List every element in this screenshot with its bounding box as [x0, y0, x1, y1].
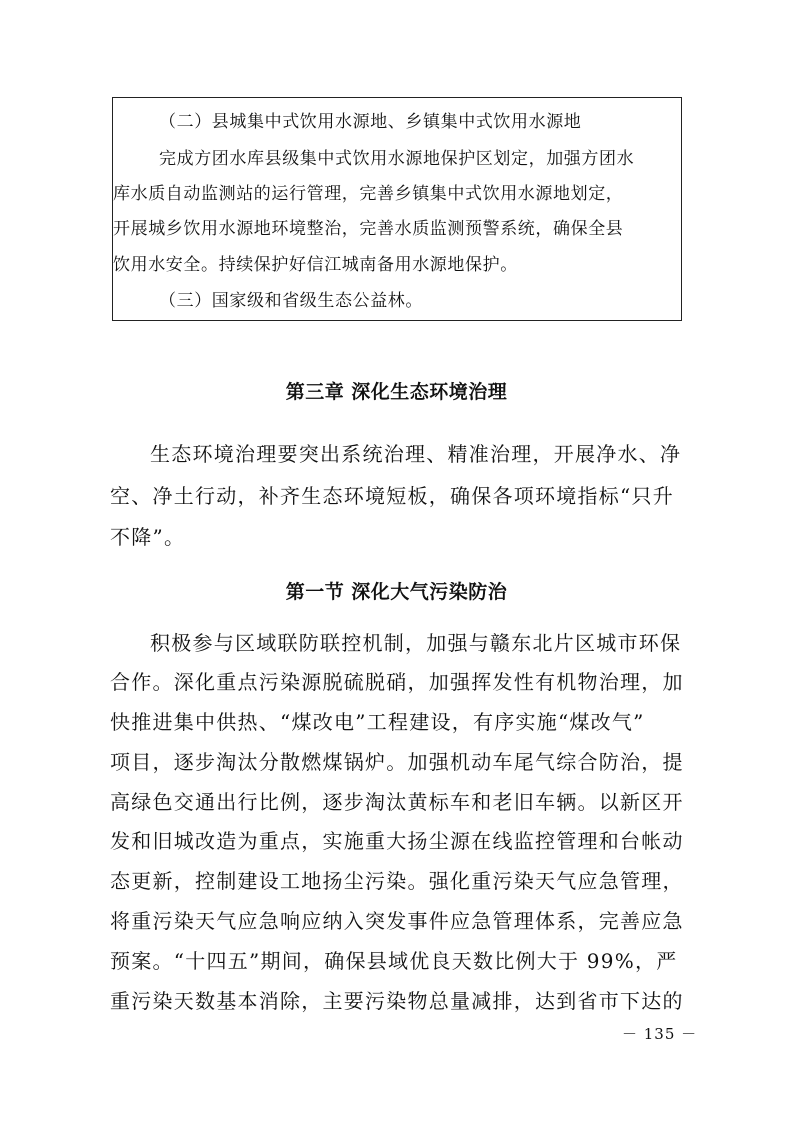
- section-body-line: 项目，逐步淘汰分散燃煤锅炉。加强机动车尾气综合防治，提: [110, 750, 684, 774]
- section-body-line: 重污染天数基本消除，主要污染物总量减排，达到省市下达的: [110, 989, 684, 1013]
- section-body-line: 预案。“十四五”期间，确保县域优良天数比例大于 99%，严: [110, 949, 678, 973]
- section-body-line: 高绿色交通出行比例，逐步淘汰黄标车和老旧车辆。以新区开: [110, 790, 684, 814]
- chapter-intro-line: 生态环境治理要突出系统治理、精准治理，开展净水、净: [150, 442, 682, 466]
- section-body-line: 合作。深化重点污染源脱硫脱硝，加强挥发性有机物治理，加: [110, 670, 684, 694]
- chapter-intro-line: 空、净土行动，补齐生态环境短板，确保各项环境指标“只升: [110, 484, 674, 508]
- section-body-line: 将重污染天气应急响应纳入突发事件应急管理体系，完善应急: [110, 909, 684, 933]
- box-paragraph-line: 库水质自动监测站的运行管理，完善乡镇集中式饮用水源地划定，: [113, 184, 624, 204]
- box-paragraph-line: 开展城乡饮用水源地环境整治，完善水质监测预警系统，确保全县: [113, 219, 624, 239]
- boxed-text-panel: [112, 97, 682, 321]
- subsection-heading-3: （三）国家级和省级生态公益林。: [159, 291, 423, 311]
- subsection-heading-2: （二）县城集中式饮用水源地、乡镇集中式饮用水源地: [159, 112, 582, 132]
- box-paragraph-line: 完成方团水库县级集中式饮用水源地保护区划定，加强方团水: [159, 149, 635, 169]
- box-paragraph-line: 饮用水安全。持续保护好信江城南备用水源地保护。: [113, 255, 518, 275]
- page-number: － 135 －: [622, 1025, 698, 1043]
- section-title: 第一节 深化大气污染防治: [285, 581, 508, 603]
- chapter-intro-line: 不降”。: [110, 525, 186, 549]
- section-body-line: 快推进集中供热、“煤改电”工程建设，有序实施“煤改气”: [110, 710, 645, 734]
- section-body-line: 态更新，控制建设工地扬尘污染。强化重污染天气应急管理，: [110, 869, 684, 893]
- section-body-line: 发和旧城改造为重点，实施重大扬尘源在线监控管理和台帐动: [110, 829, 684, 853]
- section-body-line: 积极参与区域联防联控机制，加强与赣东北片区城市环保: [150, 631, 682, 655]
- chapter-title: 第三章 深化生态环境治理: [285, 381, 508, 403]
